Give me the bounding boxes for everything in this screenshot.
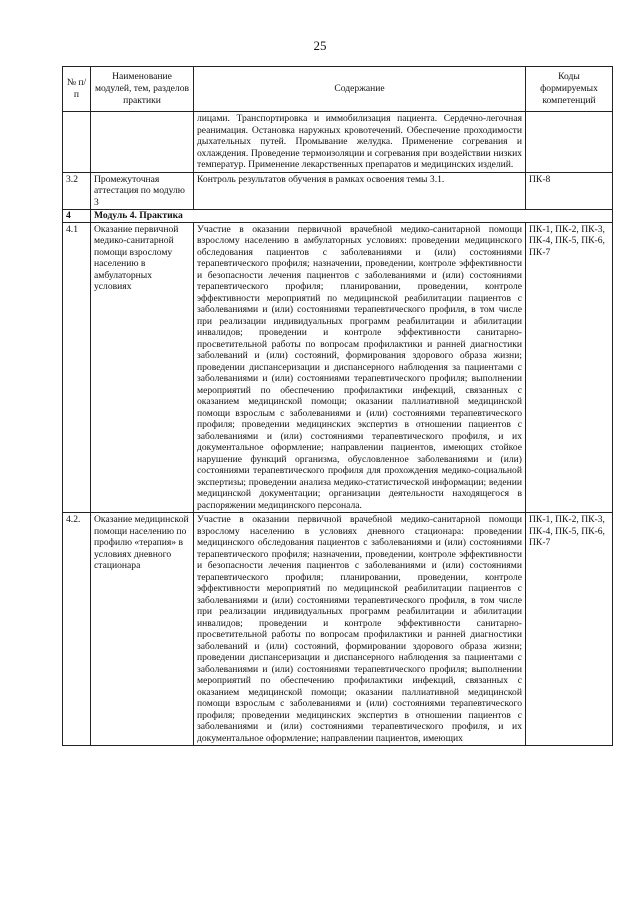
table-row bbox=[63, 222, 613, 513]
header-num: № п/п bbox=[63, 67, 91, 112]
table-row bbox=[63, 112, 613, 173]
table-row bbox=[63, 513, 613, 746]
row-content: Участие в оказании первичной врачебной медико-санитарной помощи взрослому населению в амбулаторных условиях: проведении медицинского обследования пациентов с заболеваниями и (или) состояниями терапевтического профиля; назначении, проведении, контроле эффективности и безопасности лечения пациентов с заболеваниями и (или) состояниями терапевтического профиля; планировании, проведении, контроле эффективности мероприятий по медицинской реабилитации пациентов с заболеваниями и (или) состояниями терапевтического профиля, в том числе при реализации индивидуальных программ реабилитации и абилитации инвалидов; проведении и контроле эффективности санитарно-просветительной работы по вопросам профилактики и ранней диагностики заболеваний и (или) состояний, формирования здорового образа жизни; проведении диспансеризации и диспансерного наблюдения за пациентами с заболеваниями и (или) состояниями терапевтического профиля; выполнении мероприятий по обеспечению профилактики инфекций, связанных с оказанием медицинской помощи; оказании паллиативной медицинской помощи взрослым с заболеваниями и (или) состояниями терапевтического профиля; проведении медицинских экспертиз в отношении пациентов с заболеваниями и (или) состояниями терапевтического профиля, и их документальное оформление; направлении пациентов, имеющих стойкое нарушение функций организма, обусловленное заболеваниями и (или) состояниями терапевтического профиля для прохождения медико-социальной экспертизы; проведении анализа медико-статистической информации; ведении медицинской документации; организации деятельности находящегося в распоряжении медицинского персонала. bbox=[194, 222, 526, 513]
header-content: Содержание bbox=[194, 67, 526, 112]
module-title: Модуль 4. Практика bbox=[91, 210, 613, 223]
curriculum-table bbox=[62, 66, 613, 746]
row-codes bbox=[526, 112, 613, 173]
table-header-row bbox=[63, 67, 613, 112]
row-num: 3.2 bbox=[63, 172, 91, 210]
module-row bbox=[63, 210, 613, 223]
header-name: Наименование модулей, тем, разделов практики bbox=[91, 67, 194, 112]
page-number: 25 bbox=[313, 38, 327, 53]
module-num: 4 bbox=[63, 210, 91, 223]
row-name: Промежуточная аттестация по модулю 3 bbox=[91, 172, 194, 210]
header-codes: Коды формируемых компетенций bbox=[526, 67, 613, 112]
row-name bbox=[91, 112, 194, 173]
row-name: Оказание медицинской помощи населению по профилю «терапия» в условиях дневного стационара bbox=[91, 513, 194, 746]
row-content: Контроль результатов обучения в рамках освоения темы 3.1. bbox=[194, 172, 526, 210]
row-num: 4.1 bbox=[63, 222, 91, 513]
row-num: 4.2. bbox=[63, 513, 91, 746]
row-content: Участие в оказании первичной врачебной медико-санитарной помощи взрослому населению в условиях дневного стационара: проведении медицинского обследования пациентов с заболеваниями и (или) состояниями терапевтического профиля; назначении, проведении, контроле эффективности и безопасности лечения пациентов с заболеваниями и (или) состояниями терапевтического профиля; планировании, проведении, контроле эффективности мероприятий по медицинской реабилитации пациентов с заболеваниями и (или) состояниями терапевтического профиля, в том числе при реализации индивидуальных программ реабилитации и абилитации инвалидов; проведении и контроле эффективности санитарно-просветительной работы по вопросам профилактики и ранней диагностики заболеваний и (или) состояний, формировании здорового образа жизни; проведении диспансеризации и диспансерного наблюдения за пациентами с заболеваниями и (или) состояниями терапевтического профиля; выполнении мероприятий по обеспечению профилактики инфекций, связанных с оказанием медицинской помощи; оказании паллиативной медицинской помощи взрослым с заболеваниями и (или) состояниями терапевтического профиля; проведении медицинских экспертиз в отношении пациентов с заболеваниями и (или) состояниями терапевтического профиля, и их документальное оформление; направлении пациентов, имеющих bbox=[194, 513, 526, 746]
table-row bbox=[63, 172, 613, 210]
row-content: лицами. Транспортировка и иммобилизация пациента. Сердечно-легочная реанимация. Остановка наружных кровотечений. Обеспечение проходимости дыхательных путей. Промывание желудка. Применение согревания и охлаждения. Проведение термоизоляции и согревания при воздействии низких температур. Применение лекарственных препаратов и медицинских изделий. bbox=[194, 112, 526, 173]
row-codes: ПК-1, ПК-2, ПК-3, ПК-4, ПК-5, ПК-6, ПК-7 bbox=[526, 513, 613, 746]
row-codes: ПК-1, ПК-2, ПК-3, ПК-4, ПК-5, ПК-6, ПК-7 bbox=[526, 222, 613, 513]
row-num bbox=[63, 112, 91, 173]
row-name: Оказание первичной медико-санитарной помощи взрослому населению в амбулаторных условиях bbox=[91, 222, 194, 513]
row-codes: ПК-8 bbox=[526, 172, 613, 210]
